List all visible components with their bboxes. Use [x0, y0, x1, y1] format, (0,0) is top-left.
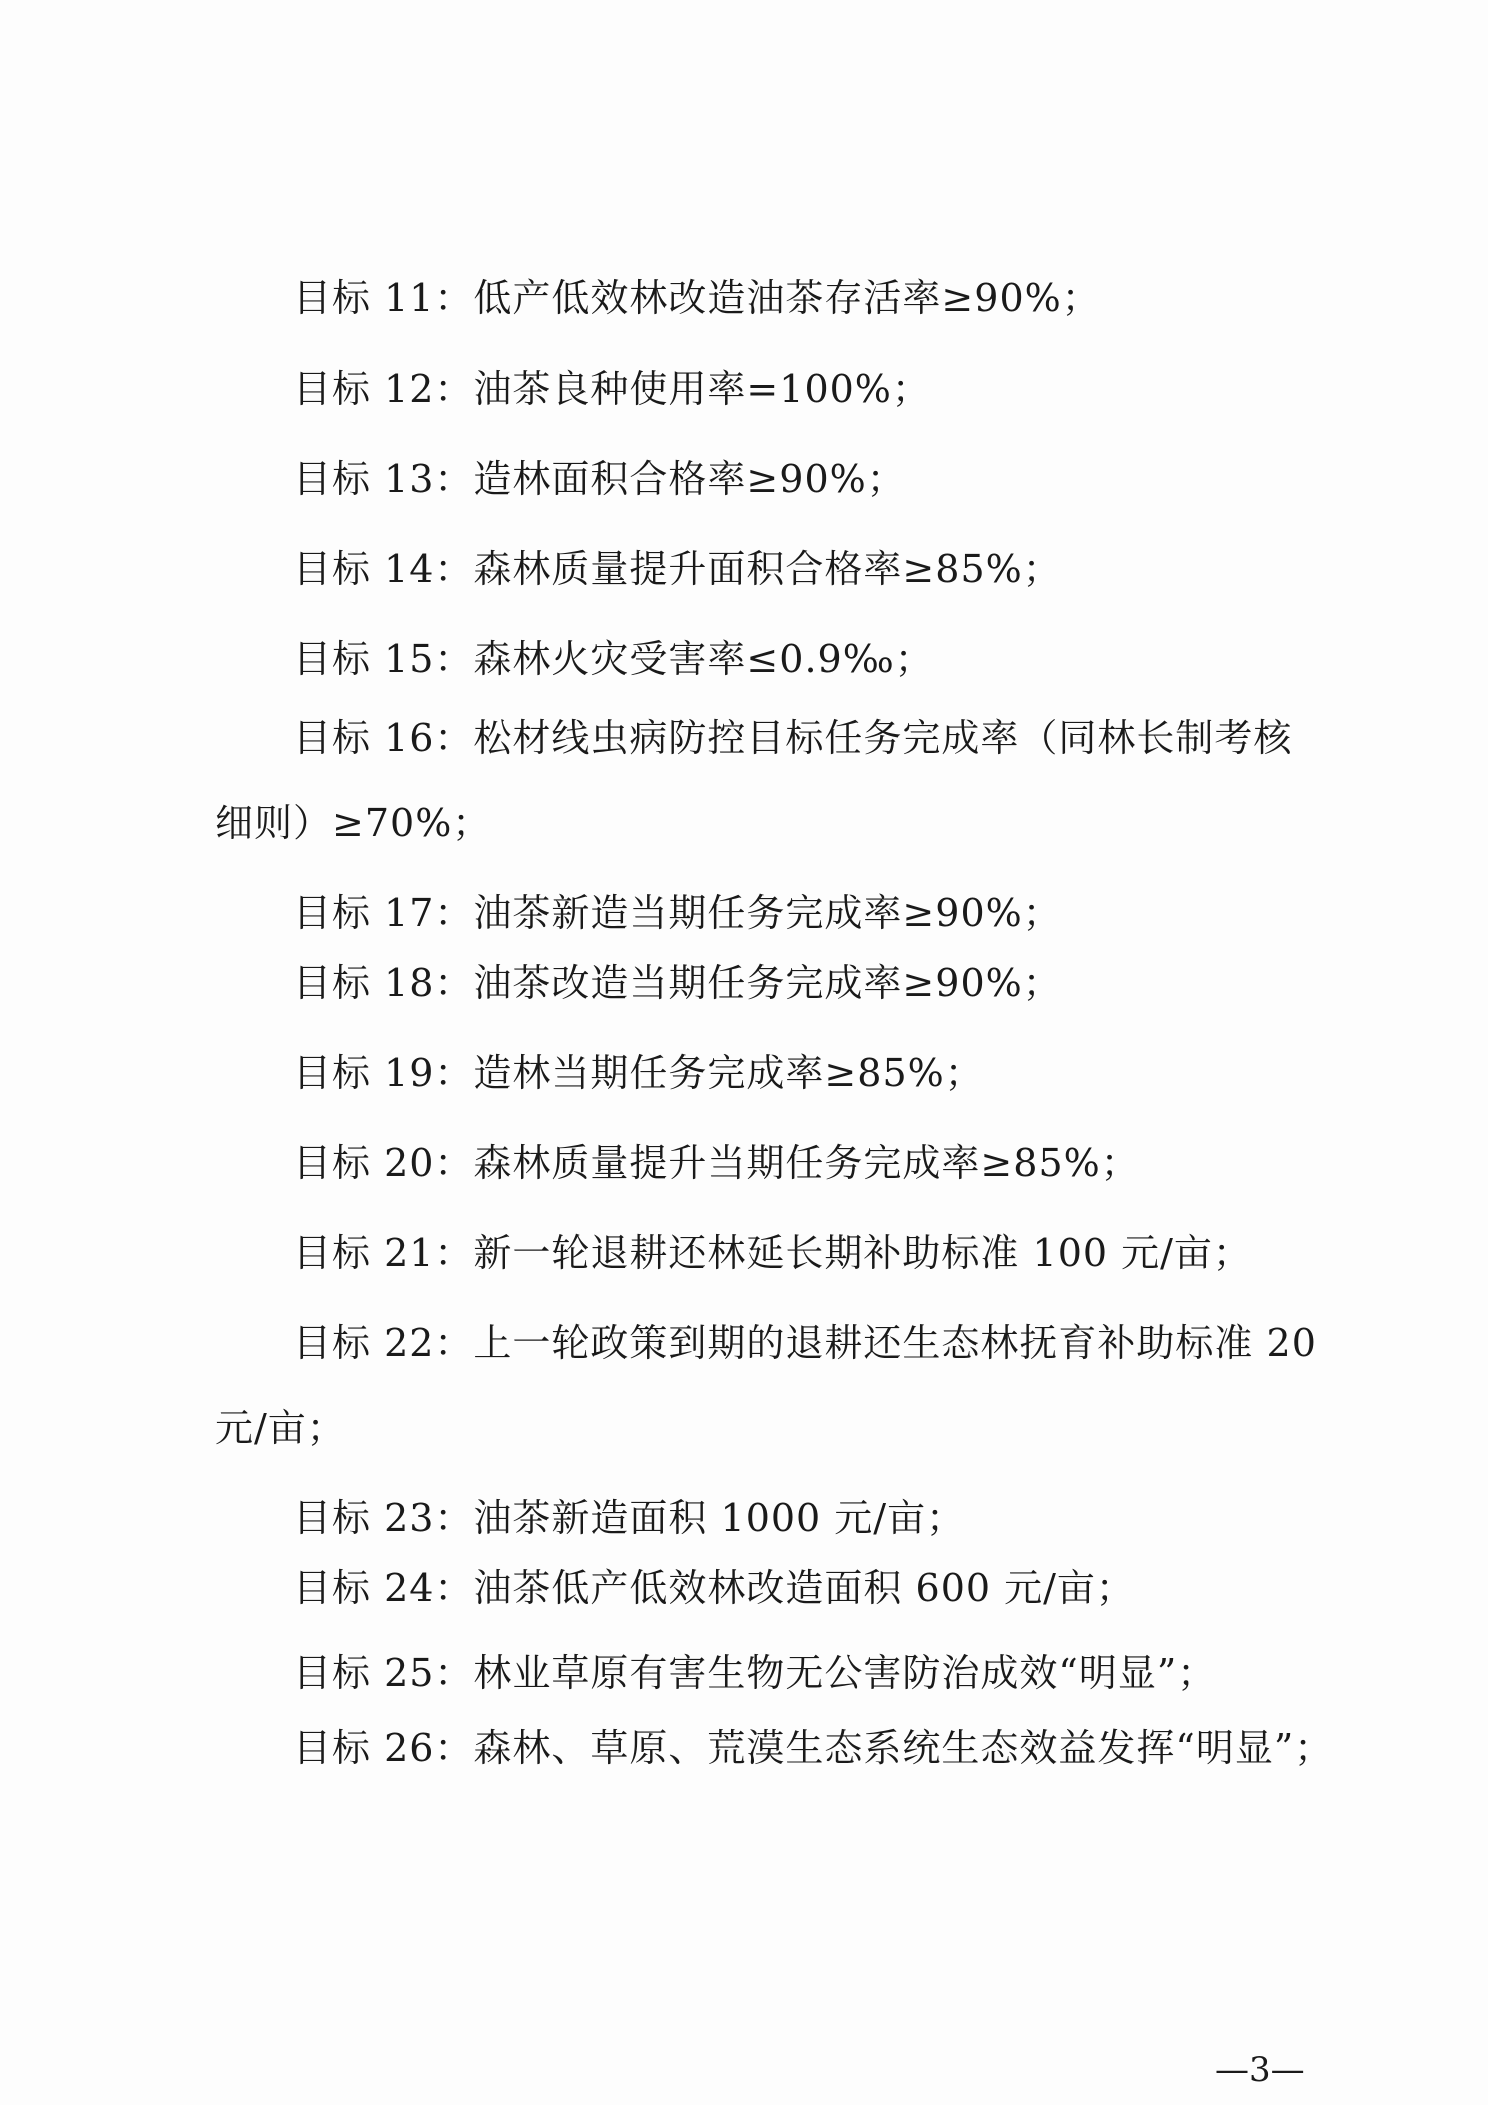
target-17-line: 目标 17：油茶新造当期任务完成率≥90%；: [293, 891, 1062, 935]
target-16-line: 目标 16：松材线虫病防控目标任务完成率（同林长制考核: [293, 716, 1293, 760]
target-24-line: 目标 24：油茶低产低效林改造面积 600 元/亩；: [293, 1566, 1135, 1610]
target-25-line: 目标 25：林业草原有害生物无公害防治成效“明显”；: [293, 1651, 1217, 1695]
target-11-line: 目标 11：低产低效林改造油茶存活率≥90%；: [293, 276, 1101, 320]
target-15-line: 目标 15：森林火灾受害率≤0.9‰；: [293, 637, 934, 681]
target-19-line: 目标 19：造林当期任务完成率≥85%；: [293, 1051, 984, 1095]
page-number: —3—: [1215, 2050, 1305, 2090]
target-22-continuation: 元/亩；: [215, 1406, 346, 1450]
target-13-line: 目标 13：造林面积合格率≥90%；: [293, 457, 906, 501]
target-22-line: 目标 22：上一轮政策到期的退耕还生态林抚育补助标准 20: [293, 1321, 1317, 1365]
target-12-line: 目标 12：油茶良种使用率=100%；: [293, 367, 931, 411]
target-14-line: 目标 14：森林质量提升面积合格率≥85%；: [293, 547, 1062, 591]
target-21-line: 目标 21：新一轮退耕还林延长期补助标准 100 元/亩；: [293, 1231, 1252, 1275]
target-26-line: 目标 26：森林、草原、荒漠生态系统生态效益发挥“明显”；: [293, 1726, 1334, 1770]
target-20-line: 目标 20：森林质量提升当期任务完成率≥85%；: [293, 1141, 1140, 1185]
target-18-line: 目标 18：油茶改造当期任务完成率≥90%；: [293, 961, 1062, 1005]
target-16-continuation: 细则）≥70%；: [215, 801, 492, 845]
target-23-line: 目标 23：油茶新造面积 1000 元/亩；: [293, 1496, 966, 1540]
